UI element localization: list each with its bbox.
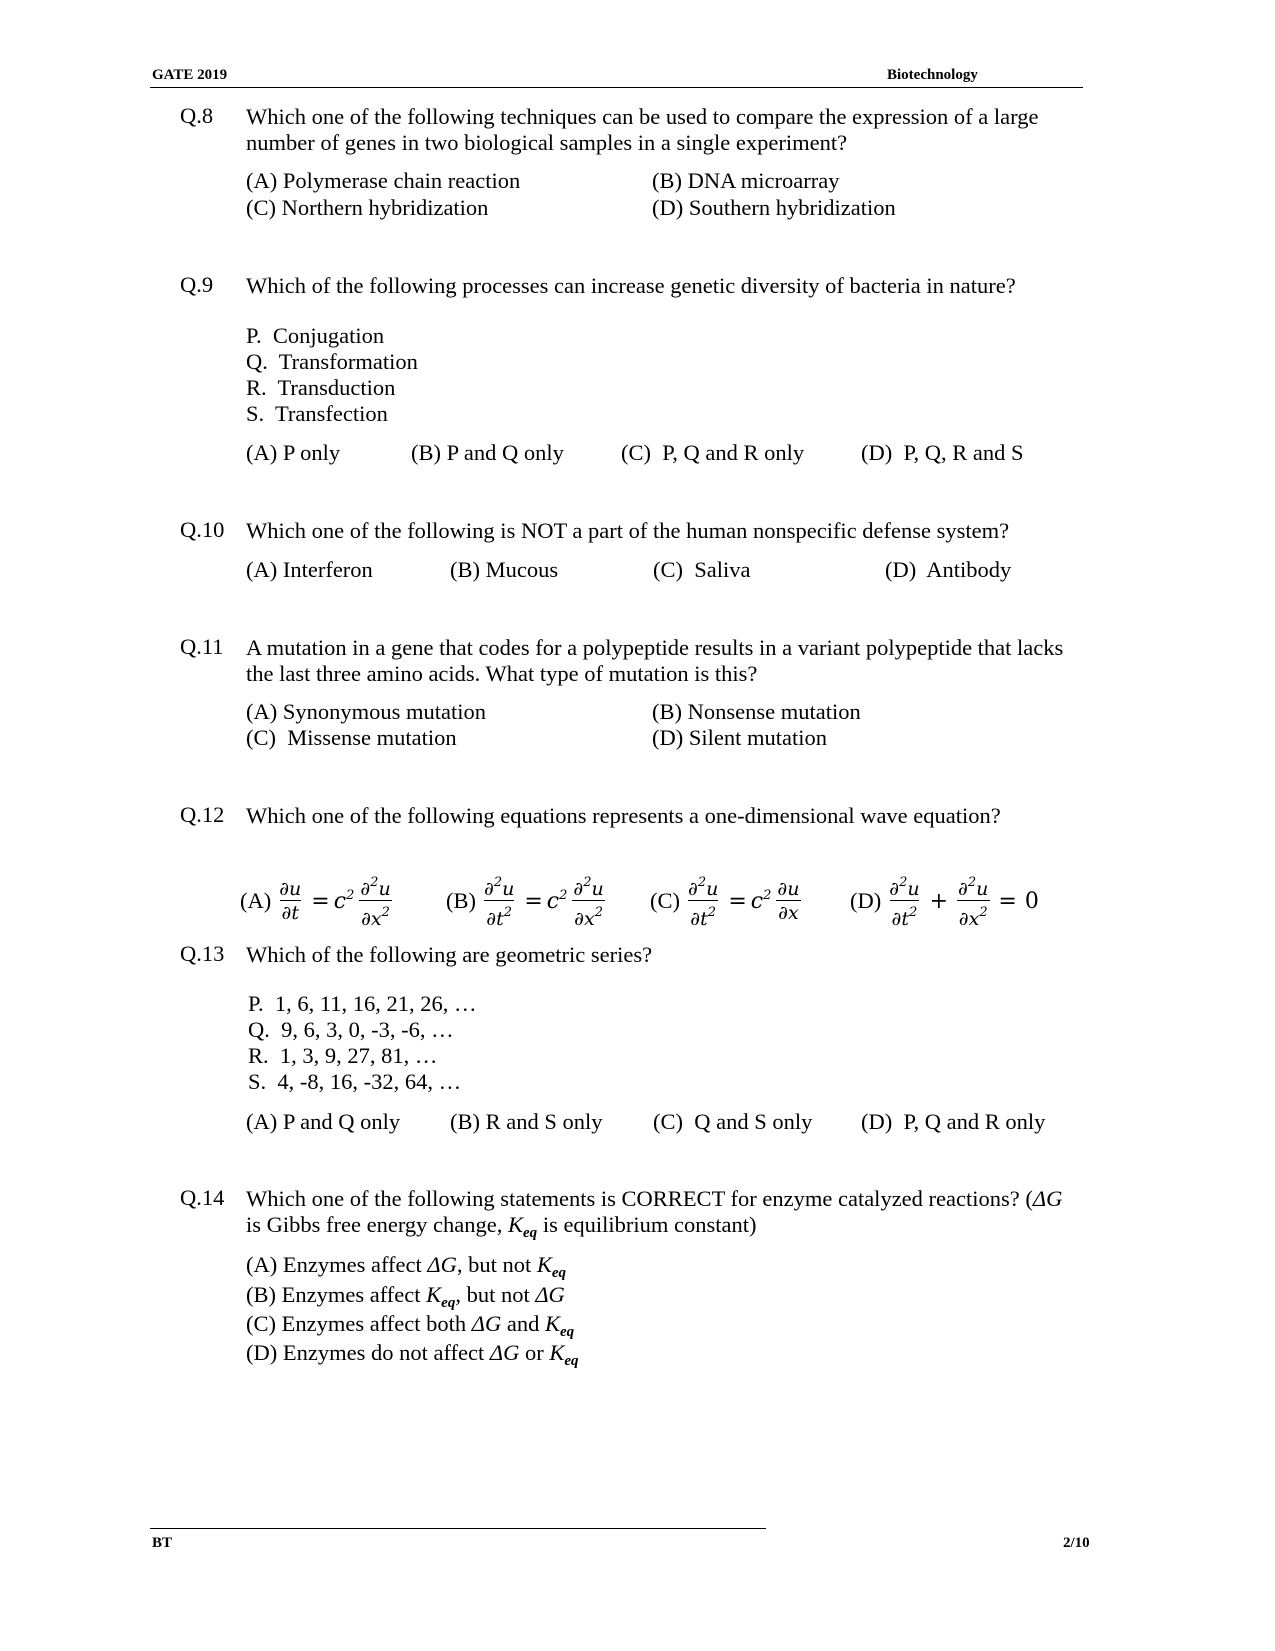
option-a (246, 1252, 566, 1282)
option-a: (A) P only (246, 440, 341, 465)
option-a: (A) Synonymous mutation (246, 699, 486, 724)
question-text-line (246, 1211, 757, 1247)
numerator: ∂u (279, 877, 302, 900)
text-span: (D) Enzymes do not affect (246, 1340, 490, 1365)
text-span: and (501, 1311, 545, 1336)
list-item: S. Transfection (246, 401, 388, 426)
partial-symbol: ∂ (360, 877, 371, 900)
partial-x: ∂x (361, 907, 382, 930)
partial-symbol: ∂ (484, 877, 494, 900)
question-text: Which of the following are geometric series? (246, 942, 653, 967)
text-span: , but not (455, 1282, 536, 1307)
eq-subscript: eq (551, 1265, 567, 1281)
list-item: Q. 9, 6, 3, 0, -3, -6, … (248, 1017, 454, 1042)
option-d: (D) Antibody (885, 557, 1012, 582)
symbol-u: u (706, 877, 719, 900)
question-text-line (246, 1185, 1062, 1212)
denominator: ∂t (281, 901, 299, 924)
question-number: Q.8 (180, 103, 214, 128)
eq-subscript: eq (560, 1324, 575, 1340)
option-c: (C) Saliva (653, 557, 751, 582)
option-a-equation (240, 872, 397, 930)
option-b: (B) Nonsense mutation (652, 699, 861, 724)
list-item: R. Transduction (246, 375, 396, 400)
question-number: Q.14 (180, 1185, 225, 1210)
delta-g: ΔG (427, 1252, 457, 1277)
symbol-c: c (546, 889, 560, 914)
symbol-u: u (378, 877, 391, 900)
option-d-equation (850, 872, 1043, 930)
symbol-c: c (333, 889, 347, 914)
delta-g: ΔG (489, 1340, 520, 1365)
k-symbol: K (536, 1252, 552, 1277)
zero: 0 (1024, 888, 1039, 914)
partial-symbol: ∂ (573, 877, 584, 900)
partial-symbol: ∂ (688, 877, 698, 900)
fraction (887, 872, 921, 931)
question-number: Q.11 (180, 634, 224, 659)
option-d: (D) P, Q, R and S (861, 440, 1024, 465)
option-d: (D) P, Q and R only (861, 1109, 1046, 1134)
option-c: (C) Northern hybridization (246, 195, 489, 220)
numerator: ∂$^2$u (688, 874, 719, 900)
option-c: (C) Missense mutation (246, 725, 457, 750)
text-span: , but not (456, 1252, 537, 1277)
fraction (277, 878, 303, 925)
list-item: P. Conjugation (246, 323, 385, 348)
denominator: ∂x (778, 901, 799, 924)
option-b-equation (446, 872, 610, 930)
wave-speed: $c^2$ (333, 888, 355, 914)
text-span: is equilibrium constant) (537, 1212, 757, 1237)
list-item: R. 1, 3, 9, 27, 81, … (248, 1043, 438, 1068)
option-c-equation (650, 872, 805, 930)
delta-g: ΔG (1032, 1186, 1063, 1211)
numerator: ∂$^2$u (958, 874, 989, 900)
footer-paper-code: BT (152, 1535, 173, 1551)
fraction (956, 872, 990, 931)
denominator: $\partial x^2$ (957, 900, 990, 931)
question-number: Q.12 (180, 802, 225, 827)
partial-x: ∂x (574, 907, 595, 930)
fraction (775, 878, 801, 925)
option-label: (C) (650, 888, 680, 913)
wave-speed: $c^2$ (546, 888, 568, 914)
option-b: (B) Mucous (450, 557, 559, 582)
option-c: (C) Q and S only (653, 1109, 813, 1134)
option-b: (B) P and Q only (411, 440, 564, 465)
text-span: Which one of the following statements is CORRECT for enzyme catalyzed reactions? ( (246, 1186, 1033, 1211)
eq-subscript: eq (441, 1295, 456, 1311)
question-text: Which one of the following equations represents a one-dimensional wave equation? (246, 803, 1001, 828)
equals-sign: = (311, 888, 330, 914)
symbol-u: u (591, 877, 604, 900)
fraction (482, 872, 516, 931)
question-number: Q.13 (180, 941, 225, 966)
delta-g: ΔG (535, 1282, 565, 1307)
header-exam-title: GATE 2019 (152, 67, 228, 83)
header-subject: Biotechnology (887, 67, 978, 83)
symbol-u: u (907, 877, 920, 900)
partial-t: ∂t (690, 907, 708, 930)
delta-g: ΔG (471, 1311, 502, 1336)
text-span: (B) Enzymes affect (246, 1282, 427, 1307)
symbol-u: u (502, 877, 515, 900)
option-b: (B) DNA microarray (652, 168, 840, 193)
option-b (246, 1282, 565, 1312)
question-text-line: the last three amino acids. What type of mutation is this? (246, 661, 758, 686)
fraction (358, 872, 392, 931)
option-d: (D) Southern hybridization (652, 195, 896, 220)
option-label: (A) (240, 888, 272, 913)
symbol-c: c (750, 889, 764, 914)
partial-t: ∂t (486, 907, 504, 930)
numerator: ∂$^2$u (484, 874, 515, 900)
option-c (246, 1311, 574, 1341)
page-number: 2/10 (1063, 1535, 1090, 1551)
option-d: (D) Silent mutation (652, 725, 827, 750)
partial-symbol: ∂ (958, 877, 968, 900)
option-a: (A) Polymerase chain reaction (246, 168, 521, 193)
question-text: Which one of the following is NOT a part of the human nonspecific defense system? (246, 518, 1010, 543)
denominator: $\partial t^2$ (890, 900, 920, 931)
question-number: Q.9 (180, 272, 214, 297)
equals-sign: = (524, 888, 543, 914)
question-text-line: A mutation in a gene that codes for a polypeptide results in a variant polypeptide that lacks (246, 635, 1064, 660)
option-c: (C) P, Q and R only (621, 440, 805, 465)
denominator: $\partial t^2$ (688, 900, 718, 931)
k-symbol: K (549, 1340, 565, 1365)
text-span: (A) Enzymes affect (246, 1252, 428, 1277)
numerator: ∂$^2$u (889, 874, 920, 900)
fraction (571, 872, 605, 931)
option-label: (D) (850, 888, 882, 913)
list-item: Q. Transformation (246, 349, 418, 374)
eq-subscript: eq (523, 1225, 538, 1241)
list-item: P. 1, 6, 11, 16, 21, 26, … (248, 991, 477, 1016)
question-text-line: number of genes in two biological samples in a single experiment? (246, 130, 848, 155)
option-label: (B) (446, 888, 476, 913)
denominator: $\partial x^2$ (572, 900, 605, 931)
eq-subscript: eq (564, 1353, 579, 1369)
numerator: ∂$^2$u (360, 874, 391, 900)
fraction (686, 872, 720, 931)
text-span: is Gibbs free energy change, (246, 1212, 508, 1237)
partial-x: ∂x (958, 907, 980, 930)
k-symbol: K (508, 1212, 524, 1237)
wave-speed: $c^2$ (750, 888, 772, 914)
k-symbol: K (544, 1311, 560, 1336)
denominator: $\partial t^2$ (484, 900, 514, 931)
list-item: S. 4, -8, 16, -32, 64, … (248, 1069, 462, 1094)
equals-sign: = (728, 888, 747, 914)
header-rule (150, 87, 1083, 88)
numerator: ∂$^2$u (573, 874, 604, 900)
footer-rule (150, 1528, 766, 1529)
question-number: Q.10 (180, 517, 225, 542)
partial-t: ∂t (891, 907, 909, 930)
partial-symbol: ∂ (889, 877, 900, 900)
numerator: ∂u (777, 877, 800, 900)
option-a: (A) Interferon (246, 557, 373, 582)
option-d (246, 1340, 579, 1370)
k-symbol: K (426, 1282, 442, 1307)
text-span: or (519, 1340, 550, 1365)
symbol-u: u (976, 877, 989, 900)
option-a: (A) P and Q only (246, 1109, 401, 1134)
plus-sign: + (929, 888, 949, 914)
equals-sign: = (998, 888, 1017, 914)
question-text: Which of the following processes can increase genetic diversity of bacteria in nature? (246, 273, 1016, 298)
question-text-line: Which one of the following techniques can be used to compare the expression of a large (246, 104, 1039, 129)
text-span: (C) Enzymes affect both (246, 1311, 472, 1336)
denominator: $\partial x^2$ (359, 900, 392, 931)
option-b: (B) R and S only (450, 1109, 603, 1134)
